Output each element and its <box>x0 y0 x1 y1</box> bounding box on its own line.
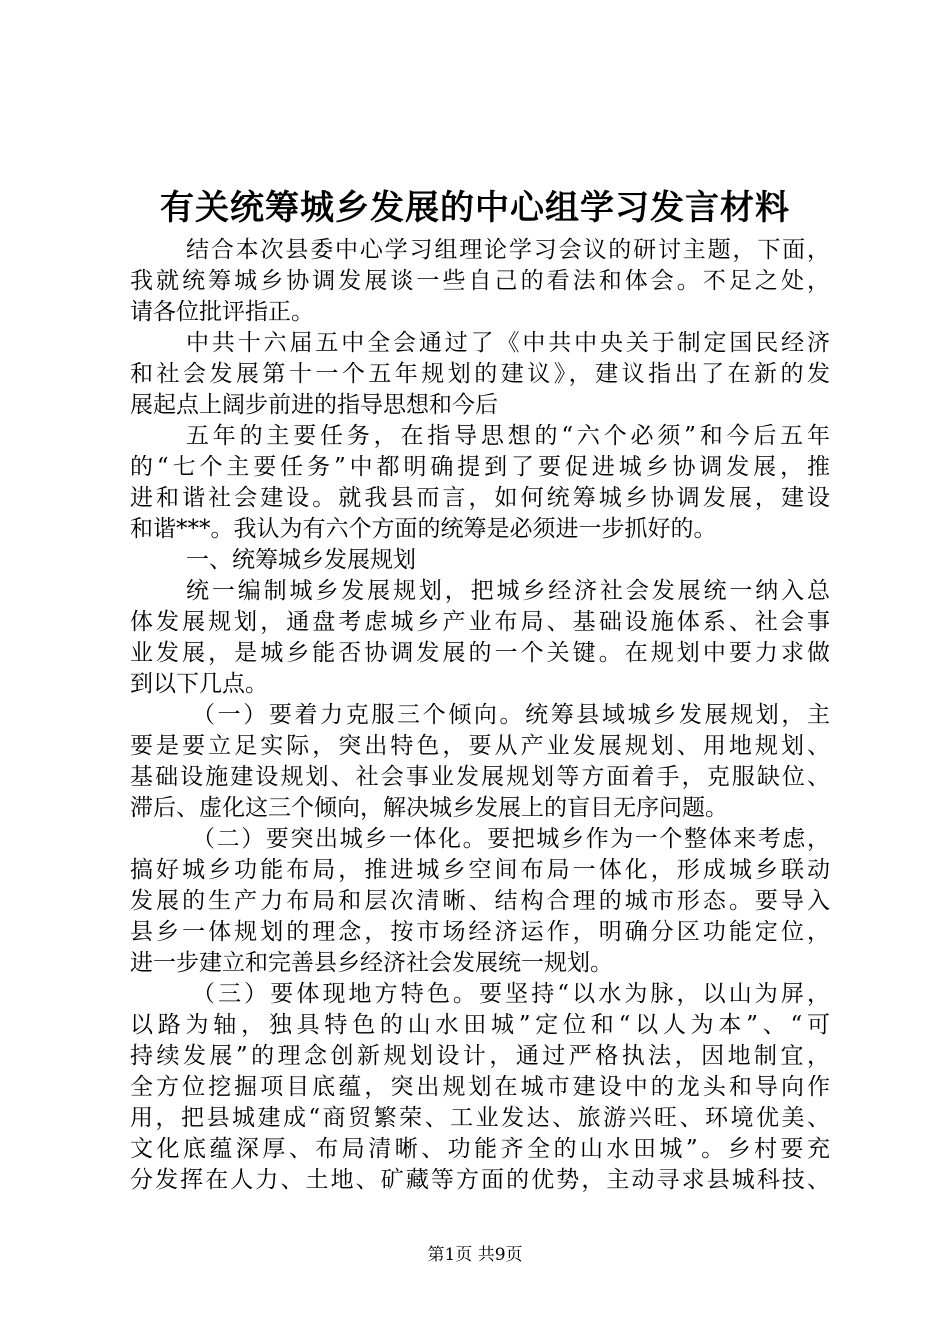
body-line: 展起点上阔步前进的指导思想和今后 <box>130 392 498 418</box>
body-line: 进和谐社会建设。就我县而言，如何统筹城乡协调发展，建设 <box>130 485 830 511</box>
body-line: 结合本次县委中心学习组理论学习会议的研讨主题，下面， <box>186 237 830 263</box>
body-line: 统一编制城乡发展规划，把城乡经济社会发展统一纳入总 <box>186 578 830 604</box>
body-line: 搞好城乡功能布局，推进城乡空间布局一体化，形成城乡联动 <box>130 857 830 883</box>
body-line: 进一步建立和完善县乡经济社会发展统一规划。 <box>130 950 613 976</box>
body-line: 我就统筹城乡协调发展谈一些自己的看法和体会。不足之处， <box>130 268 830 294</box>
page-footer: 第1页 共9页 <box>427 1245 523 1265</box>
body-line: 以路为轴，独具特色的山水田城”定位和“以人为本”、“可 <box>130 1012 830 1038</box>
body-line: （一）要着力克服三个倾向。统筹县域城乡发展规划，主 <box>192 702 830 728</box>
body-line: 体发展规划，通盘考虑城乡产业布局、基础设施体系、社会事 <box>130 609 830 635</box>
body-line: 请各位批评指正。 <box>130 299 314 325</box>
body-line: 发展的生产力布局和层次清晰、结构合理的城市形态。要导入 <box>130 888 830 914</box>
body-line: 文化底蕴深厚、布局清晰、功能齐全的山水田城”。乡村要充 <box>130 1136 830 1162</box>
body-line: （二）要突出城乡一体化。要把城乡作为一个整体来考虑， <box>192 826 830 852</box>
body-line: 用，把县城建成“商贸繁荣、工业发达、旅游兴旺、环境优美、 <box>130 1105 830 1131</box>
body-line: 分发挥在人力、土地、矿藏等方面的优势，主动寻求县城科技、 <box>130 1167 830 1193</box>
body-line: 一、统筹城乡发展规划 <box>186 547 416 573</box>
body-line: 滞后、虚化这三个倾向，解决城乡发展上的盲目无序问题。 <box>130 795 728 821</box>
body-line: 五年的主要任务，在指导思想的“六个必须”和今后五年 <box>186 423 830 449</box>
body-line: 中共十六届五中全会通过了《中共中央关于制定国民经济 <box>186 330 830 356</box>
body-line: 到以下几点。 <box>130 671 268 697</box>
document-title: 有关统筹城乡发展的中心组学习发言材料 <box>160 188 790 228</box>
body-line: 基础设施建设规划、社会事业发展规划等方面着手，克服缺位、 <box>130 764 830 790</box>
body-line: 和谐***。我认为有六个方面的统筹是必须进一步抓好的。 <box>130 516 717 542</box>
body-line: 业发展，是城乡能否协调发展的一个关键。在规划中要力求做 <box>130 640 830 666</box>
body-line: 全方位挖掘项目底蕴，突出规划在城市建设中的龙头和导向作 <box>130 1074 830 1100</box>
body-line: （三）要体现地方特色。要坚持“以水为脉，以山为屏， <box>192 981 830 1007</box>
body-line: 的“七个主要任务”中都明确提到了要促进城乡协调发展，推 <box>130 454 830 480</box>
body-line: 和社会发展第十一个五年规划的建议》，建议指出了在新的发 <box>130 361 830 387</box>
body-line: 要是要立足实际，突出特色，要从产业发展规划、用地规划、 <box>130 733 830 759</box>
body-line: 县乡一体规划的理念，按市场经济运作，明确分区功能定位， <box>130 919 830 945</box>
document-body <box>130 235 830 1196</box>
body-line: 持续发展”的理念创新规划设计，通过严格执法，因地制宜， <box>130 1043 830 1069</box>
